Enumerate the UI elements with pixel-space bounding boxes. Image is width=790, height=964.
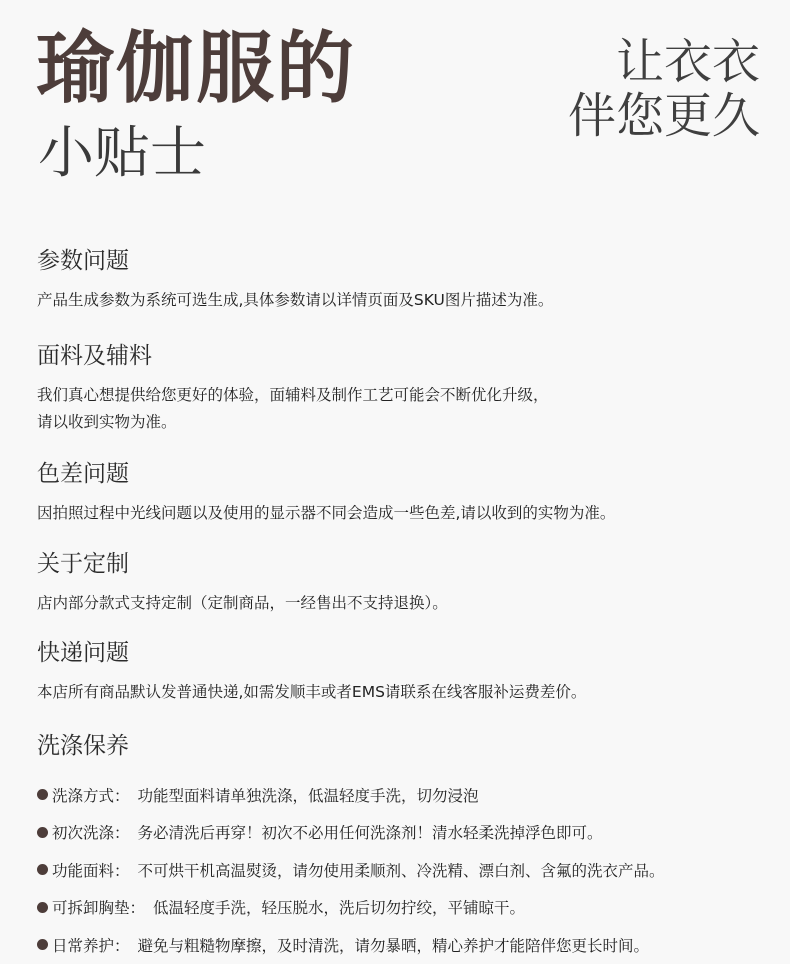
section-care (37, 735, 770, 772)
care-label: 可拆卸胸垫： (52, 899, 146, 918)
care-text: 不可烘干机高温熨烫，请勿使用柔顺剂、冷洗精、漂白剂、含氟的洗衣产品。 (137, 861, 665, 880)
section-body (37, 500, 770, 527)
section-title: 洗涤保养 (37, 733, 129, 759)
section-text: 本店所有商品默认发普通快递,如需发顺丰或者EMS请联系在线客服补运费差价。 (37, 683, 587, 701)
section-title: 面料及辅料 (37, 343, 152, 369)
care-text: 避免与粗糙物摩擦，及时清洗，请勿暴晒，精心养护才能陪伴您更长时间。 (137, 936, 650, 955)
section-fabric (37, 345, 770, 436)
section-title: 参数问题 (37, 248, 129, 274)
page-subtitle: 小贴士 (38, 121, 206, 186)
bullet-icon (37, 827, 48, 838)
care-label: 洗涤方式： (52, 786, 130, 805)
list-item (37, 926, 780, 964)
section-text: 因拍照过程中光线问题以及使用的显示器不同会造成一些色差,请以收到的实物为准。 (37, 504, 616, 522)
section-body (37, 382, 770, 436)
bullet-icon (37, 789, 48, 800)
bullet-icon (37, 864, 48, 875)
care-label: 日常养护： (52, 936, 130, 955)
page-title: 瑜伽服的 (36, 24, 357, 114)
slogan-line-2: 伴您更久 (567, 88, 760, 144)
section-color (37, 463, 770, 527)
care-label: 功能面料： (52, 861, 130, 880)
section-text: 产品生成参数为系统可选生成,具体参数请以详情页面及SKU图片描述为准。 (37, 291, 554, 309)
bullet-icon (37, 902, 48, 913)
list-item (37, 814, 780, 852)
slogan (567, 34, 760, 146)
list-item (37, 851, 780, 889)
care-list (37, 776, 780, 964)
section-body (37, 287, 770, 314)
section-custom (37, 553, 770, 617)
list-item (37, 889, 780, 927)
section-title: 快递问题 (37, 640, 129, 666)
section-body (37, 679, 770, 706)
section-shipping (37, 642, 770, 706)
list-item (37, 776, 780, 814)
care-text: 功能型面料请单独洗涤，低温轻度手洗，切勿浸泡 (137, 786, 479, 805)
section-title: 色差问题 (37, 461, 129, 487)
section-body (37, 590, 770, 617)
section-text: 店内部分款式支持定制（定制商品，一经售出不支持退换）。 (37, 594, 448, 612)
slogan-line-1: 让衣衣 (615, 34, 760, 90)
care-text: 务必清洗后再穿！初次不必用任何洗涤剂！清水轻柔洗掉浮色即可。 (137, 824, 603, 843)
care-text: 低温轻度手洗，轻压脱水，洗后切勿拧绞，平铺晾干。 (153, 899, 526, 918)
section-params (37, 250, 770, 314)
section-text: 请以收到实物为准。 (37, 413, 177, 431)
section-title: 关于定制 (37, 551, 129, 577)
care-label: 初次洗涤： (52, 824, 130, 843)
bullet-icon (37, 939, 48, 950)
section-text: 我们真心想提供给您更好的体验，面辅料及制作工艺可能会不断优化升级， (37, 386, 549, 404)
